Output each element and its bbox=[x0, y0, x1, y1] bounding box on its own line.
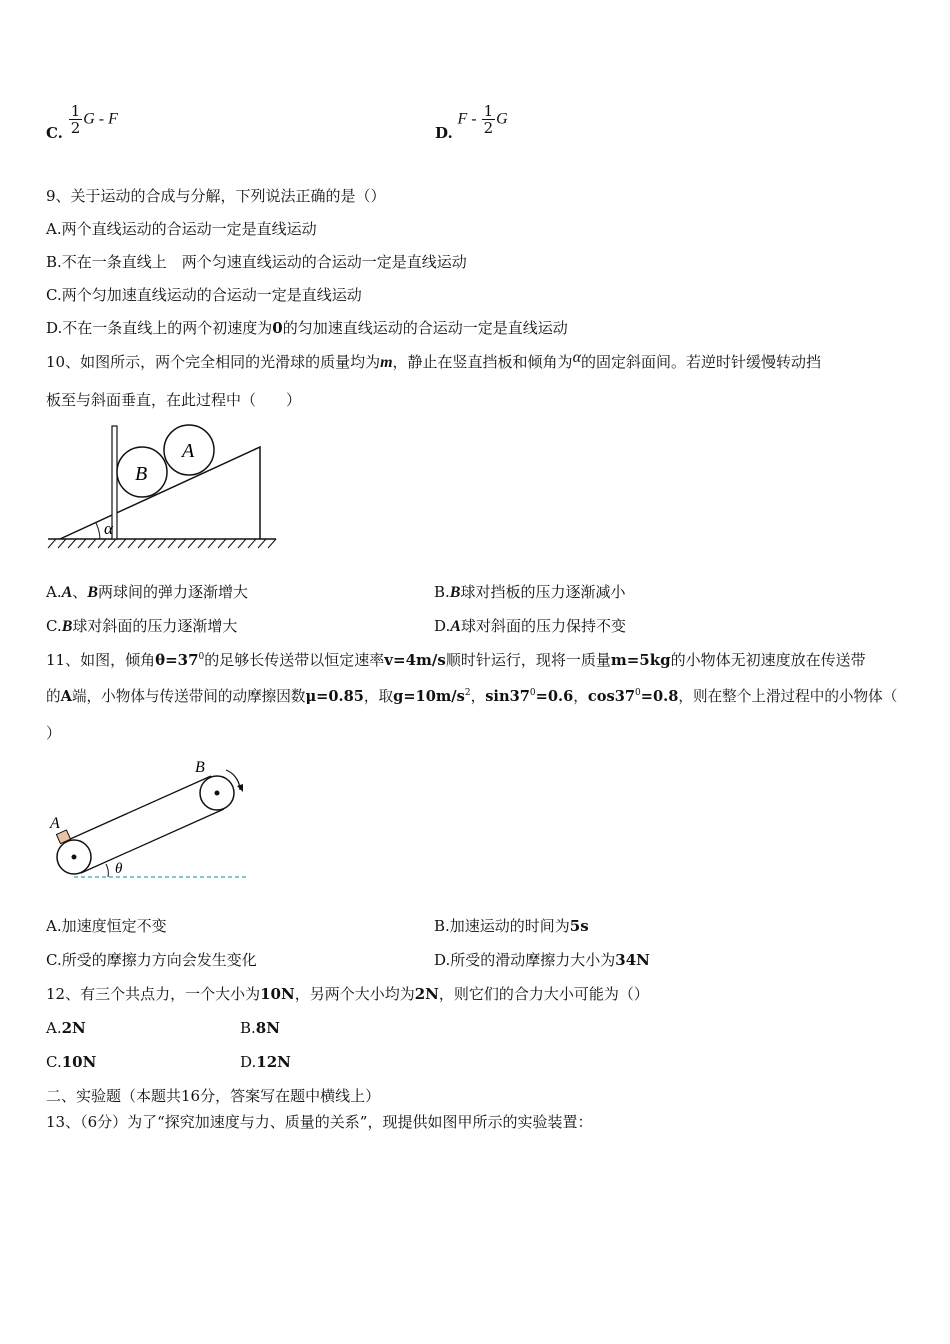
q10-figure bbox=[44, 420, 284, 556]
ground-hatching bbox=[48, 539, 276, 548]
q8-option-d-fraction: $\frac{1}{2}$ bbox=[483, 102, 494, 137]
belt-bottom bbox=[81, 809, 224, 873]
q8-option-c-rest: - F bbox=[94, 110, 118, 128]
q12-option-b: B.8N bbox=[240, 1019, 280, 1037]
q11-option-a: A.加速度恒定不变 bbox=[46, 917, 167, 935]
section-heading: 二、实验题（本题共16分，答案写在题中横线上） bbox=[46, 1087, 381, 1105]
q10-option-c: C.B球对斜面的压力逐渐增大 bbox=[46, 617, 238, 635]
q11-stem-line1: 11、如图，倾角$\theta=37^0$的足够长传送带以恒定速率v=4m/s顺时针运行，现将一质量m=5kg的小物体无初速度放在传送带 bbox=[46, 651, 866, 669]
q8-option-d-g: G bbox=[496, 110, 508, 128]
ball-b-label: B bbox=[135, 463, 148, 485]
q11-stem-line3: ） bbox=[46, 724, 62, 742]
q10-option-a: A.A、B两球间的弹力逐渐增大 bbox=[46, 583, 248, 601]
ball-a-label: A bbox=[182, 440, 195, 462]
q8-option-c-fraction: $\frac{1}{2}$ bbox=[70, 102, 81, 137]
q12-option-c: C.10N bbox=[46, 1053, 97, 1071]
q9-option-c: C.两个匀加速直线运动的合运动一定是直线运动 bbox=[46, 286, 362, 304]
q13-stem: 13、（6分）为了“探究加速度与力、质量的关系”，现提供如图甲所示的实验装置： bbox=[46, 1113, 593, 1131]
angle-arc bbox=[96, 523, 100, 539]
label-b: B bbox=[195, 759, 205, 776]
label-a: A bbox=[50, 815, 60, 832]
q8-option-c-g: G bbox=[83, 110, 95, 128]
q9-option-b: B.不在一条直线上 两个匀速直线运动的合运动一定是直线运动 bbox=[46, 253, 467, 271]
q11-stem-line2: 的A端，小物体与传送带间的动摩擦因数μ=0.85，取$g=10m/s^2$，$\sin 37^0=0.6$，$\cos 37^0=0.8$，则在整个上滑过程中的小物体（ bbox=[46, 688, 898, 705]
q12-option-a: A.2N bbox=[46, 1019, 86, 1037]
belt-top bbox=[68, 776, 211, 840]
q10-option-d: D.A球对斜面的压力保持不变 bbox=[434, 617, 626, 635]
theta-label: θ bbox=[115, 861, 123, 877]
q8-option-c bbox=[46, 102, 118, 142]
q10-stem-line2: 板至与斜面垂直，在此过程中（ ） bbox=[46, 391, 302, 409]
q12-option-d: D.12N bbox=[240, 1053, 291, 1071]
q9-stem: 9、关于运动的合成与分解，下列说法正确的是（） bbox=[46, 187, 386, 205]
q11-figure bbox=[44, 756, 254, 886]
q9-option-d: D.不在一条直线上的两个初速度为0的匀加速直线运动的合运动一定是直线运动 bbox=[46, 319, 568, 337]
q9-option-a: A.两个直线运动的合运动一定是直线运动 bbox=[46, 220, 317, 238]
q8-option-d bbox=[435, 102, 508, 142]
q11-option-b: B.加速运动的时间为5s bbox=[434, 917, 589, 935]
q12-stem: 12、有三个共点力，一个大小为10N，另两个大小均为2N，则它们的合力大小可能为（） bbox=[46, 985, 649, 1003]
q10-option-b: B.B球对挡板的压力逐渐减小 bbox=[434, 583, 626, 601]
q11-option-d: D.所受的滑动摩擦力大小为34N bbox=[434, 951, 650, 969]
q10-stem-line1: 10、如图所示，两个完全相同的光滑球的质量均为m，静止在竖直挡板和倾角为α的固定斜面间。若逆时针缓慢转动挡 bbox=[46, 349, 821, 371]
theta-arc bbox=[106, 864, 108, 877]
q8-option-d-f: F - bbox=[457, 110, 481, 128]
q8-option-d-label: D. bbox=[435, 123, 453, 142]
q11-option-c: C.所受的摩擦力方向会发生变化 bbox=[46, 951, 257, 969]
angle-label: α bbox=[104, 519, 113, 538]
q8-option-c-label: C. bbox=[46, 123, 63, 142]
